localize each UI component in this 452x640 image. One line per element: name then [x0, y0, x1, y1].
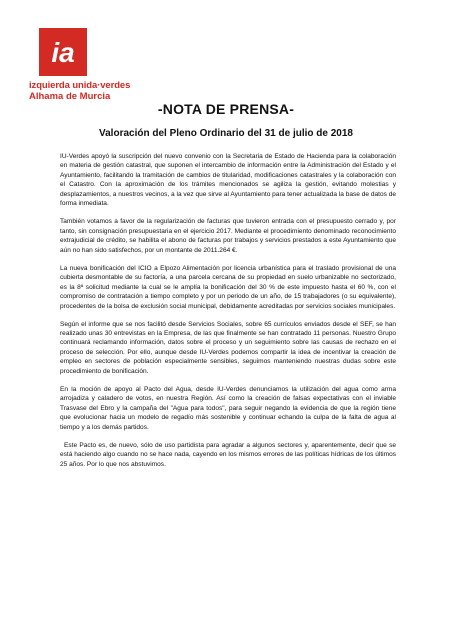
paragraph-icio: La nueva bonificación del ICIO a Elpozo Alimentación por licencia urbanística para el traslado provisional de una cubierta desmontable de su factoría, a una parcela cercana de su propiedad en suelo urbanizable no sectorizado, es la 8ª solicitud mediante la cual se le amplía la bonificación del 30 % de este impuesto hasta el 60 %, con el compromiso de contratación a tiempo completo y por un periodo de un año, de 15 trabajadores (o su equivalente), procedentes de la bolsa de exclusión social municipal, debidamente acreditadas por servicios sociales municipales. [60, 264, 396, 310]
document-body [60, 152, 396, 478]
logo-party-name: izquierda unida·verdes [29, 80, 131, 91]
logo-mark [39, 28, 87, 76]
paragraph-abstencion: Este Pacto es, de nuevo, sólo de uso partidista para agradar a algunos sectores y, aparentemente, decir que se está haciendo algo cuando no se hace nada, cayendo en los mismos errores de las políticas hídricas de los últimos 25 años. Por lo que nos abstuvimos. [60, 441, 396, 468]
paragraph-facturas: También votamos a favor de la regularización de facturas que tuvieron entrada con el presupuesto cerrado y, por tanto, sin consignación presupuestaria en el ejercicio 2017. Mediante el procedimiento denominado reconocimiento extrajudicial de crédito, se habilita el abono de facturas por trabajos y servicios prestados a este Ayuntamiento que aún no han sido satisfechos, por un montante de 2011.264 €. [60, 218, 396, 254]
document-subtitle: Valoración del Pleno Ordinario del 31 de julio de 2018 [99, 128, 353, 139]
logo-mark-text: ia [51, 37, 75, 68]
ia-logo-icon [39, 28, 87, 76]
document-title: -NOTA DE PRENSA- [157, 101, 295, 117]
logo-town-name: Alhama de Murcia [29, 91, 111, 102]
paragraph-catastro: IU-Verdes apoyó la suscripción del nuevo convenio con la Secretaria de Estado de Hacienda para la colaboración en materia de gestión catastral, que suponen el intercambio de información entre la Administración del Estado y el Ayuntamiento, facilitando la tramitación de cambios de titularidad, modificaciones catastrales y la colaboración con el Catastro. Con la aproximación de los trámites mencionados se agiliza la gestión, evitando molestias y desplazamientos, a nuestros vecinos, a la vez que sirve al Ayuntamiento para tener actualizada la base de datos de forma inmediata. [60, 153, 396, 208]
paragraph-servicios-sociales: Según el informe que se nos facilitó desde Servicios Sociales, sobre 65 currículos enviados desde el SEF, se han realizado unas 30 entrevistas en la Empresa, de las que finalmente se han contratado 11 personas. Nuestro Grupo continuará reclamando información, datos sobre el proceso y un seguimiento sobre las causas de rechazo en el proceso de selección. Por ello, aunque desde IU-Verdes podemos compartir la idea de incentivar la creación de empleo en sectores de población especialmente sensibles, seguimos manteniendo nuestras dudas sobre este procedimiento de bonificación. [60, 320, 396, 375]
paragraph-pacto-agua: En la moción de apoyo al Pacto del Agua, desde IU-Verdes denunciamos la utilización del agua como arma arrojadiza y caladero de votos, en nuestra Región. Así como la creación de falsas expectativas con el inviable Trasvase del Ebro y la campaña del "Agua para todos", para seguir negando la evidencia de que la región tiene que evolucionar hacia un modelo de regadío más sostenible y continuar echando la culpa de la falta de agua al tiempo y a los demás partidos. [60, 385, 396, 431]
party-logo [29, 28, 129, 136]
